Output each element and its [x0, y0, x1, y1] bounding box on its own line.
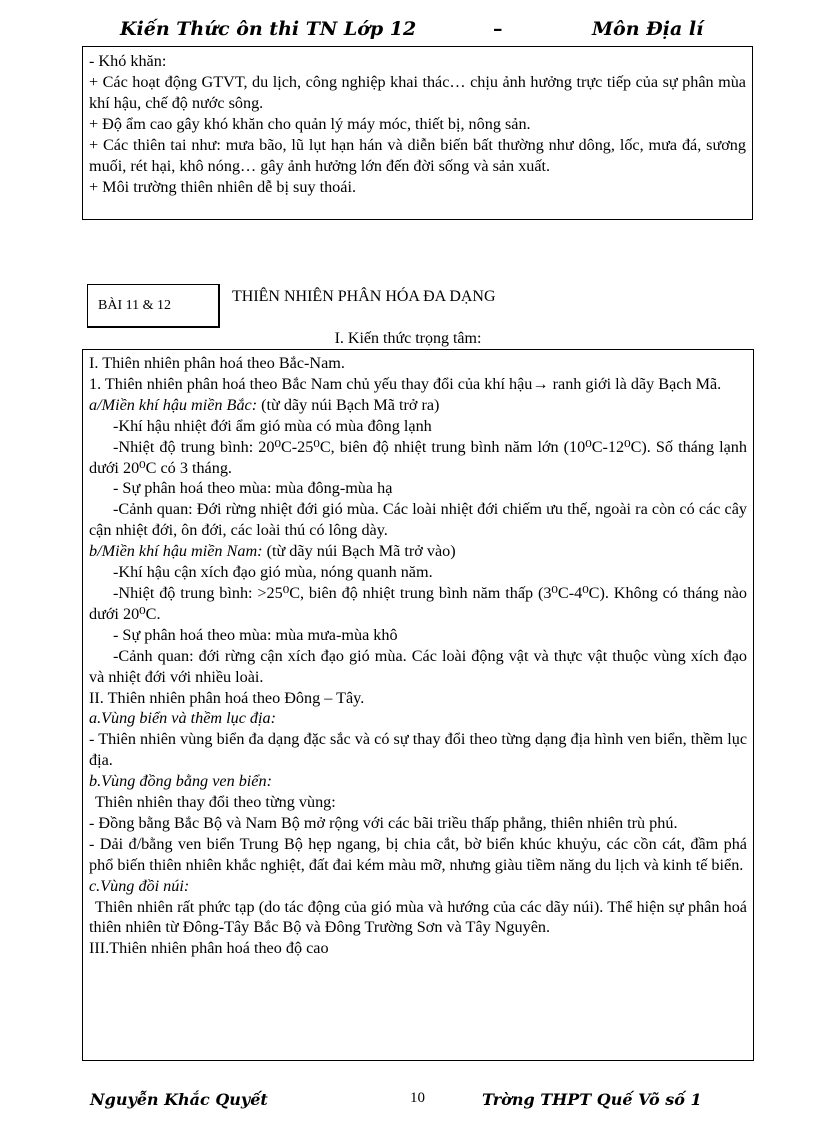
content-line: -Nhiệt độ trung bình: >25⁰C, biên độ nhiệt trung bình năm thấp (3⁰C-4⁰C). Không có tháng nào dưới 20⁰C.	[89, 583, 747, 623]
content-line: - Dải đ/bằng ven biển Trung Bộ hẹp ngang, bị chia cắt, bờ biển khúc khuỷu, các cồn cát, đầm phá phổ biến thiên nhiên khắc nghiệt, đất đai kém màu mỡ, nhưng giàu tiềm năng du lịch và kinh tế biển.	[89, 834, 747, 874]
content-box	[82, 349, 754, 1061]
header-title: Kiến Thức ôn thi TN Lớp 12	[120, 18, 417, 40]
box1-line: + Các hoạt động GTVT, du lịch, công nghiệp khai thác… chịu ảnh hưởng trực tiếp của sự phân mùa khí hậu, chế độ nước sông.	[89, 73, 746, 112]
lesson-label: BÀI 11 & 12	[98, 297, 171, 313]
subheading-north: a/Miền khí hậu miền Bắc:	[89, 395, 258, 414]
subheading-coastal-plain: b.Vùng đồng bằng ven biển:	[89, 772, 272, 791]
content-line: 1. Thiên nhiên phân hoá theo Bắc Nam chủ yếu thay đổi của khí hậu→ ranh giới là dãy Bạch Mã.	[89, 374, 722, 393]
box1-line: + Các thiên tai như: mưa bão, lũ lụt hạn hán và diễn biến bất thường như dông, lốc, mưa đá, sương muối, rét hại, khô nóng… gây ảnh hưởng lớn đến đời sống và sản xuất.	[89, 136, 746, 175]
content-line: -Nhiệt độ trung bình: 20⁰C-25⁰C, biên độ nhiệt trung bình năm lớn (10⁰C-12⁰C). Số tháng lạnh dưới 20⁰C có 3 tháng.	[89, 437, 747, 477]
subheading-hills: c.Vùng đồi núi:	[89, 876, 190, 895]
box1-line: - Khó khăn:	[89, 52, 167, 70]
content-line: -Khí hậu nhiệt đới ẩm gió mùa có mùa đông lạnh	[113, 416, 432, 435]
footer-page-number: 10	[410, 1090, 425, 1106]
footer-author: Nguyễn Khắc Quyết	[90, 1090, 268, 1109]
content-line: III.Thiên nhiên phân hoá theo độ cao	[89, 939, 329, 958]
content-line: -Khí hậu cận xích đạo gió mùa, nóng quanh năm.	[113, 563, 433, 582]
lesson-number-box	[87, 284, 220, 328]
difficulties-box	[82, 46, 753, 220]
content-text: (từ dãy núi Bạch Mã trở vào)	[262, 542, 456, 561]
content-line: - Thiên nhiên vùng biển đa dạng đặc sắc và có sự thay đổi theo từng dạng địa hình ven biển, thềm lục địa.	[89, 730, 747, 770]
header-subject: Môn Địa lí	[592, 18, 704, 40]
lesson-title: THIÊN NHIÊN PHÂN HÓA ĐA DẠNG	[232, 288, 496, 305]
content-line	[89, 541, 747, 562]
subheading-sea: a.Vùng biển và thềm lục địa:	[89, 709, 277, 728]
content-line: Thiên nhiên rất phức tạp (do tác động của gió mùa và hướng của các dãy núi). Thể hiện sự phân hoá thiên nhiên từ Đông-Tây Bắc Bộ và Đông Trường Sơn và Tây Nguyên.	[89, 897, 747, 937]
content-line	[89, 395, 747, 416]
header-dash: –	[493, 18, 503, 40]
box1-line: + Môi trường thiên nhiên dễ bị suy thoái.	[89, 178, 356, 196]
subheading-south: b/Miền khí hậu miền Nam:	[89, 542, 263, 561]
content-line: I. Thiên nhiên phân hoá theo Bắc-Nam.	[89, 354, 345, 372]
content-line: -Cảnh quan: đới rừng cận xích đạo gió mùa. Các loài động vật và thực vật thuộc vùng xích đạo và nhiệt đới với nhiều loài.	[89, 646, 747, 686]
footer-school: Trờng THPT Quế Võ số 1	[482, 1090, 702, 1109]
content-line: - Sự phân hoá theo mùa: mùa mưa-mùa khô	[113, 625, 398, 644]
section-heading: I. Kiến thức trọng tâm:	[334, 330, 482, 347]
content-line: - Đồng bằng Bắc Bộ và Nam Bộ mở rộng với các bãi triều thấp phẳng, thiên nhiên trù phú.	[89, 813, 678, 832]
content-line: - Sự phân hoá theo mùa: mùa đông-mùa hạ	[113, 479, 393, 498]
content-line: Thiên nhiên thay đổi theo từng vùng:	[95, 793, 336, 812]
content-line: II. Thiên nhiên phân hoá theo Đông – Tây.	[89, 688, 365, 707]
box1-line: + Độ ẩm cao gây khó khăn cho quản lý máy móc, thiết bị, nông sản.	[89, 115, 531, 133]
content-line: -Cảnh quan: Đới rừng nhiệt đới gió mùa. Các loài nhiệt đới chiếm ưu thế, ngoài ra còn có các cây cận nhiệt đới, ôn đới, các loài thú có lông dày.	[89, 500, 747, 540]
content-text: (từ dãy núi Bạch Mã trở ra)	[257, 395, 440, 414]
